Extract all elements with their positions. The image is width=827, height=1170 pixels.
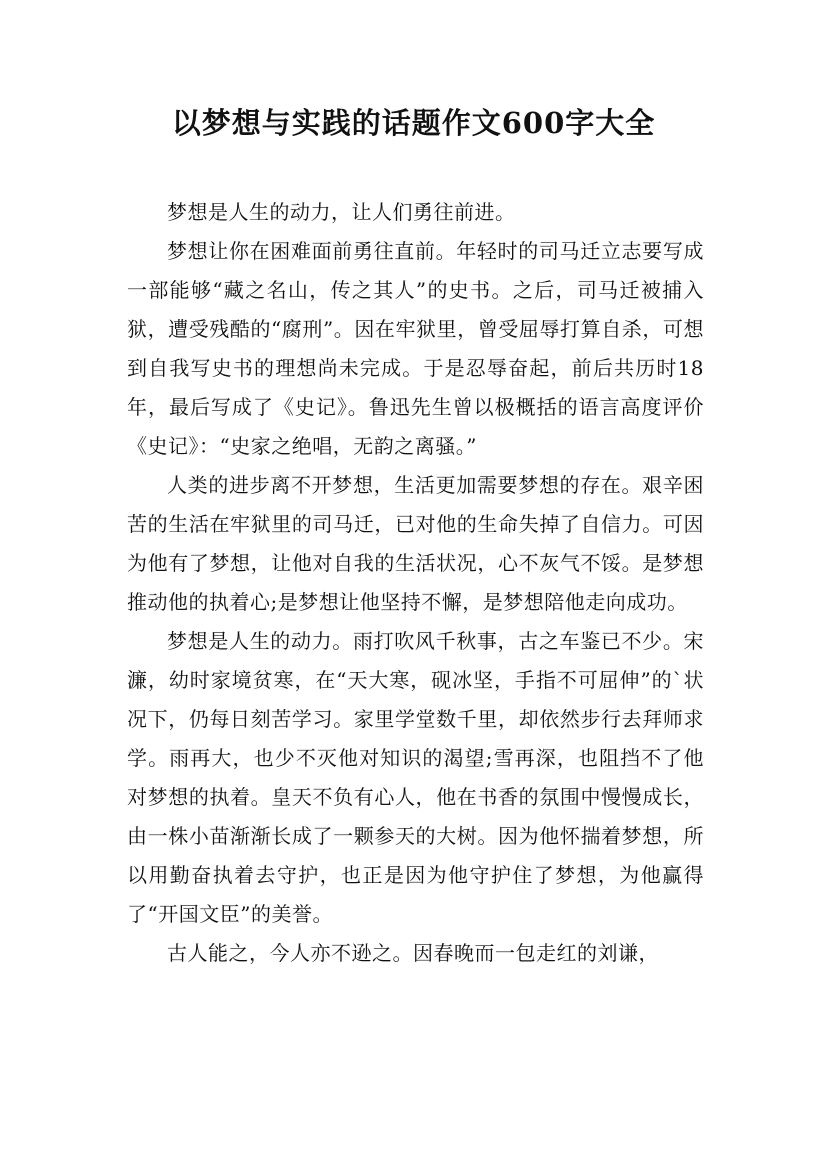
document-title: 以梦想与实践的话题作文600字大全	[171, 106, 656, 140]
document-body	[127, 193, 704, 973]
paragraph-5: 古人能之，今人亦不逊之。因春晚而一包走红的刘谦，	[167, 941, 659, 965]
paragraph-4: 梦想是人生的动力。雨打吹风千秋事，古之车鉴已不少。宋濂，幼时家境贫寒，在“天大寒，砚冰坚，手指不可屈伸”的`状况下，仍每日刻苦学习。家里学堂数千里，却依然步行去拜师求学。雨再大，也少不灭他对知识的渴望;雪再深，也阻挡不了他对梦想的执着。皇天不负有心人，他在书香的氛围中慢慢成长，由一株小苗渐渐长成了一颗参天的大树。因为他怀揣着梦想，所以用勤奋执着去守护，也正是因为他守护住了梦想，为他赢得了“开国文臣”的美誉。	[127, 629, 704, 926]
paragraph-3: 人类的进步离不开梦想，生活更加需要梦想的存在。艰辛困苦的生活在牢狱里的司马迁，已对他的生命失掉了自信力。可因为他有了梦想，让他对自我的生活状况，心不灰气不馁。是梦想推动他的执着心;是梦想让他坚持不懈，是梦想陪他走向成功。	[127, 473, 704, 614]
paragraph-1: 梦想是人生的动力，让人们勇往前进。	[167, 200, 516, 224]
paragraph-2: 梦想让你在困难面前勇往直前。年轻时的司马迁立志要写成一部能够“藏之名山，传之其人”的史书。之后，司马迁被捕入狱，遭受残酷的“腐刑”。因在牢狱里，曾受屈辱打算自杀，可想到自我写史书的理想尚未完成。于是忍辱奋起，前后共历时18年，最后写成了《史记》。鲁迅先生曾以极概括的语言高度评价《史记》：“史家之绝唱，无韵之离骚。”	[127, 239, 704, 458]
